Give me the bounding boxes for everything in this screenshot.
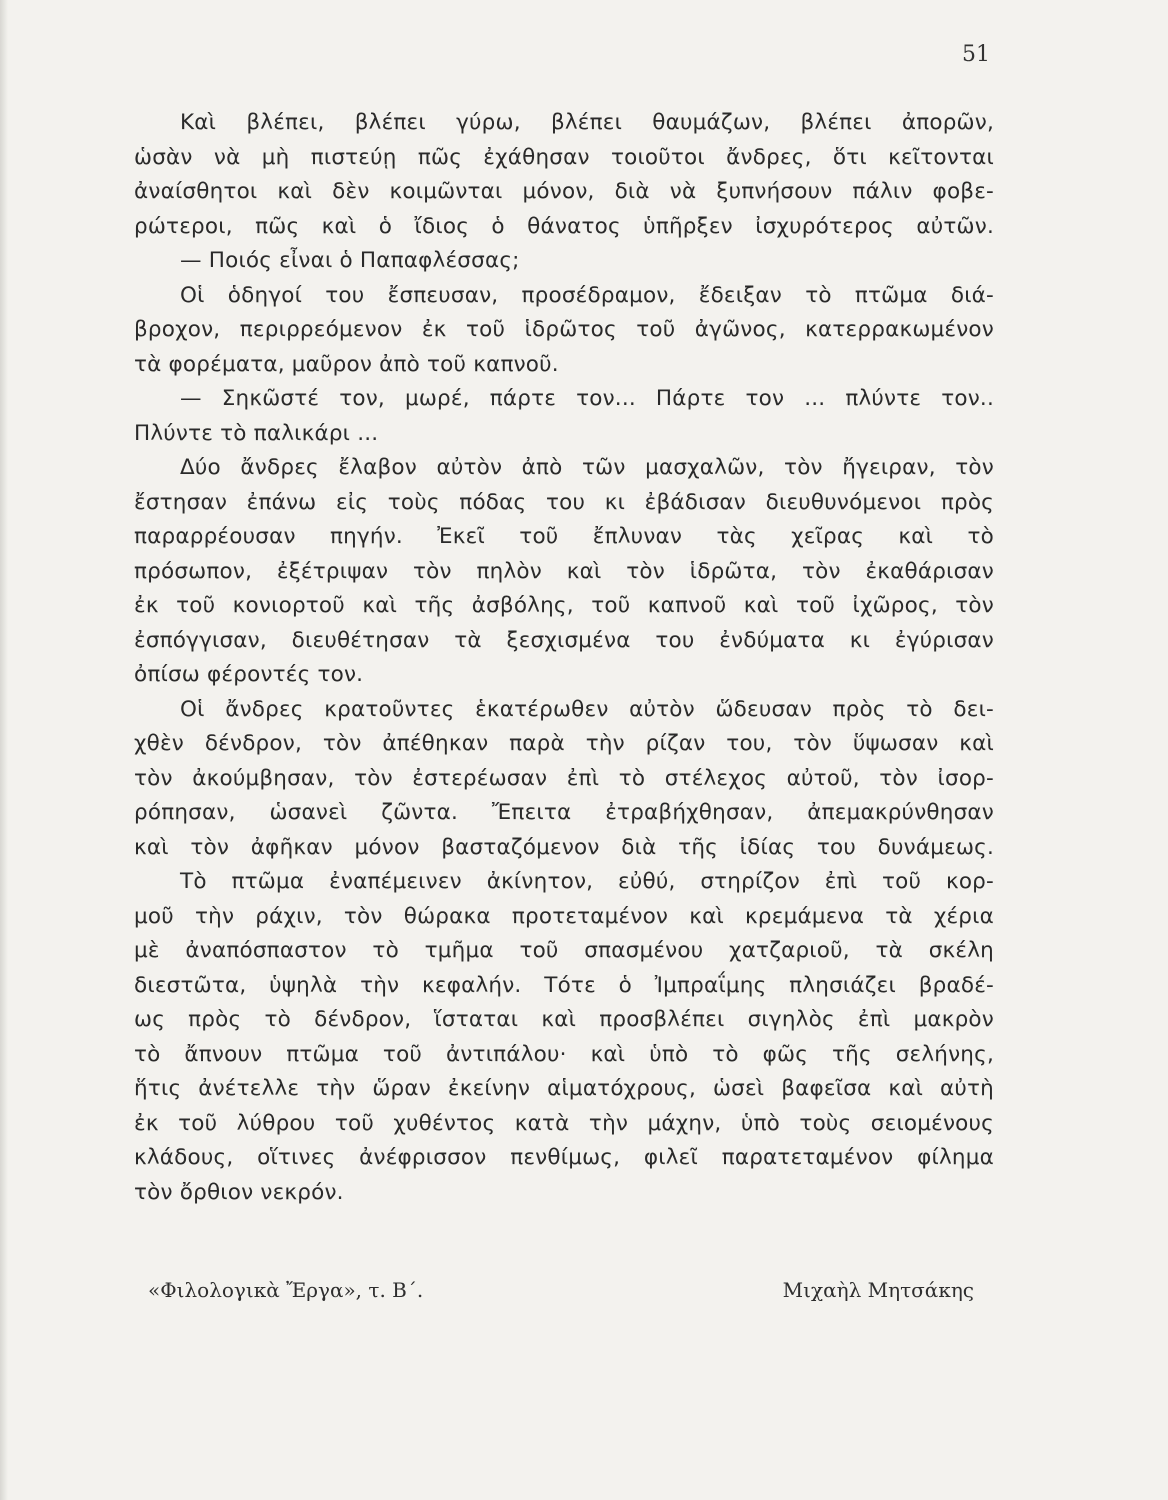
text-line: παραρρέουσαν πηγήν. Ἐκεῖ τοῦ ἔπλυναν τὰς χεῖρας καὶ τὸ xyxy=(134,524,994,549)
source-citation: «Φιλολογικὰ Ἔργα», τ. Β΄. xyxy=(148,1278,424,1302)
text-line: — Σηκῶστέ τον, μωρέ, πάρτε τον... Πάρτε τον ... πλύντε τον.. xyxy=(180,386,994,411)
text-line: ρόπησαν, ὡσανεὶ ζῶντα. Ἔπειτα ἐτραβήχθησαν, ἀπεμακρύνθησαν xyxy=(134,800,994,825)
text-line: Δύο ἄνδρες ἔλαβον αὐτὸν ἀπὸ τῶν μασχαλῶν, τὸν ἤγειραν, τὸν xyxy=(180,455,994,480)
text-line: ως πρὸς τὸ δένδρον, ἵσταται καὶ προσβλέπει σιγηλὸς ἐπὶ μακρὸν xyxy=(134,1007,994,1032)
text-line: Πλύντε τὸ παλικάρι ... xyxy=(134,420,379,446)
text-line: Οἱ ὁδηγοί του ἔσπευσαν, προσέδραμον, ἔδειξαν τὸ πτῶμα διά- xyxy=(180,282,994,308)
body-text xyxy=(134,106,994,1210)
text-line: τὸ ἄπνουν πτῶμα τοῦ ἀντιπάλου· καὶ ὑπὸ τὸ φῶς τῆς σελήνης, xyxy=(134,1041,994,1067)
text-line: μοῦ τὴν ράχιν, τὸν θώρακα προτεταμένον καὶ κρεμάμενα τὰ χέρια xyxy=(134,903,994,929)
text-line: Οἱ ἄνδρες κρατοῦντες ἑκατέρωθεν αὐτὸν ὥδευσαν πρὸς τὸ δει- xyxy=(180,696,994,722)
text-line: ἐκ τοῦ λύθρου τοῦ χυθέντος κατὰ τὴν μάχην, ὑπὸ τοὺς σειομένους xyxy=(134,1110,994,1136)
text-line: ὀπίσω φέροντές τον. xyxy=(134,662,364,687)
text-line: χθὲν δένδρον, τὸν ἀπέθηκαν παρὰ τὴν ρίζαν του, τὸν ὕψωσαν καὶ xyxy=(134,731,994,756)
text-line: ἀναίσθητοι καὶ δὲν κοιμῶνται μόνον, διὰ νὰ ξυπνήσουν πάλιν φοβε- xyxy=(134,179,994,204)
text-line: ρώτεροι, πῶς καὶ ὁ ἴδιος ὁ θάνατος ὑπῆρξεν ἰσχυρότερος αὐτῶν. xyxy=(134,213,994,239)
text-line: ἐκ τοῦ κονιορτοῦ καὶ τῆς ἀσβόλης, τοῦ καπνοῦ καὶ τοῦ ἰχῶρος, τὸν xyxy=(134,593,994,618)
text-line: κλάδους, οἵτινες ἀνέφρισσον πενθίμως, φιλεῖ παρατεταμένον φίλημα xyxy=(134,1145,994,1170)
text-line: Καὶ βλέπει, βλέπει γύρω, βλέπει θαυμάζων, βλέπει ἀπορῶν, xyxy=(180,110,994,135)
text-line: ὡσὰν νὰ μὴ πιστεύῃ πῶς ἐχάθησαν τοιοῦτοι ἄνδρες, ὅτι κεῖτονται xyxy=(134,144,994,170)
text-line: πρόσωπον, ἐξέτριψαν τὸν πηλὸν καὶ τὸν ἱδρῶτα, τὸν ἐκαθάρισαν xyxy=(134,558,994,584)
text-line: μὲ ἀναπόσπαστον τὸ τμῆμα τοῦ σπασμένου χατζαριοῦ, τὰ σκέλη xyxy=(134,938,994,963)
text-line: τὸν ὄρθιον νεκρόν. xyxy=(134,1179,344,1205)
page-number: 51 xyxy=(962,42,990,67)
text-line: — Ποιός εἶναι ὁ Παπαφλέσσας; xyxy=(180,248,520,273)
text-line: ἔστησαν ἐπάνω εἰς τοὺς πόδας του κι ἐβάδισαν διευθυνόμενοι πρὸς xyxy=(134,489,994,515)
text-line: ἥτις ἀνέτελλε τὴν ὥραν ἐκείνην αἱματόχρους, ὡσεὶ βαφεῖσα καὶ αὐτὴ xyxy=(134,1076,994,1101)
text-line: Τὸ πτῶμα ἐναπέμεινεν ἀκίνητον, εὐθύ, στηρίζον ἐπὶ τοῦ κορ- xyxy=(180,869,994,894)
text-line: καὶ τὸν ἀφῆκαν μόνον βασταζόμενον διὰ τῆς ἰδίας του δυνάμεως. xyxy=(134,834,994,860)
text-line: διεστῶτα, ὑψηλὰ τὴν κεφαλήν. Τότε ὁ Ἰμπραΐμης πλησιάζει βραδέ- xyxy=(134,972,994,998)
text-line: τὸν ἀκούμβησαν, τὸν ἐστερέωσαν ἐπὶ τὸ στέλεχος αὐτοῦ, τὸν ἰσορ- xyxy=(134,765,994,791)
page-spine-shadow xyxy=(0,0,8,1500)
text-line: βροχον, περιρρεόμενον ἐκ τοῦ ἱδρῶτος τοῦ ἀγῶνος, κατερρακωμένον xyxy=(134,317,994,342)
text-line: ἐσπόγγισαν, διευθέτησαν τὰ ξεσχισμένα του ἐνδύματα κι ἐγύρισαν xyxy=(134,627,994,653)
text-line: τὰ φορέματα, μαῦρον ἀπὸ τοῦ καπνοῦ. xyxy=(134,351,559,377)
author-name: Μιχαὴλ Μητσάκης xyxy=(782,1278,974,1302)
